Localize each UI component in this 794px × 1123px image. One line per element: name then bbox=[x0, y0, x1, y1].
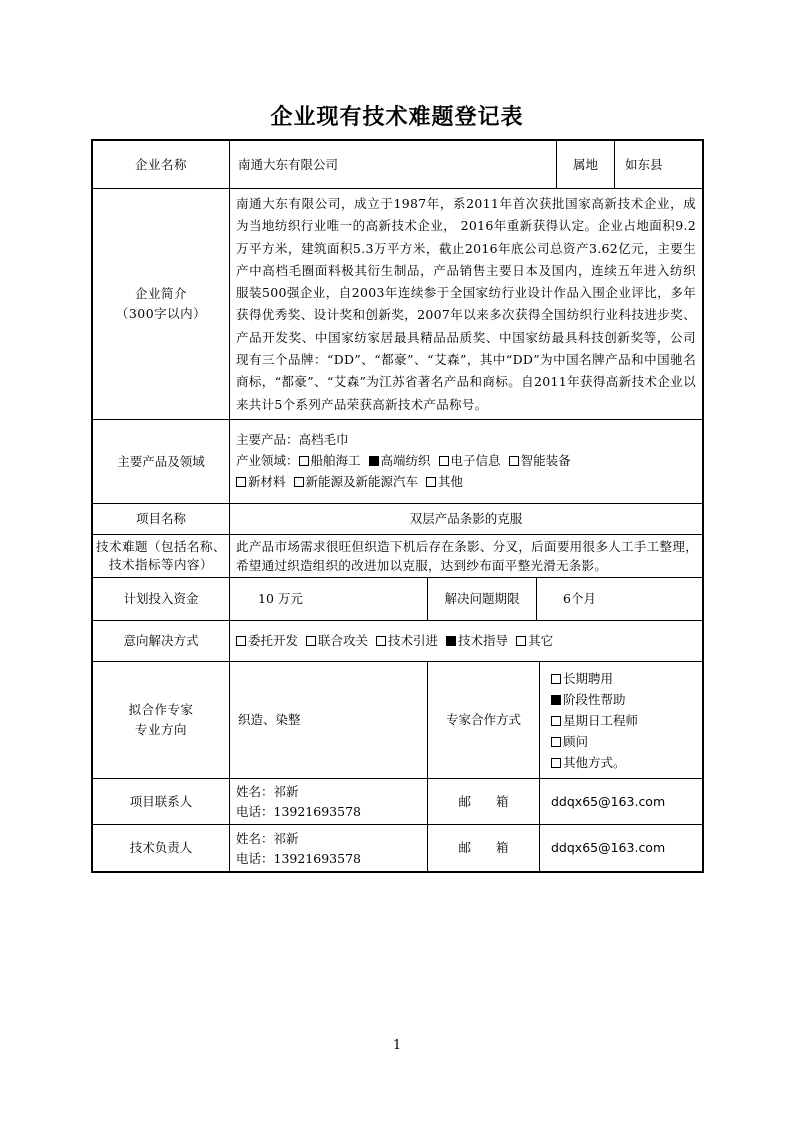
field-option[interactable]: 新材料 bbox=[236, 474, 286, 489]
page-number: 1 bbox=[392, 1038, 402, 1053]
field-option[interactable]: 新能源及新能源汽车 bbox=[294, 474, 419, 489]
contact-label: 项目联系人 bbox=[129, 793, 193, 809]
checkbox-icon[interactable] bbox=[551, 674, 561, 684]
checkbox-icon[interactable] bbox=[551, 737, 561, 747]
expert-label: 拟合作专家 专业方向 bbox=[128, 702, 194, 737]
contact-phone: 电话：13921693578 bbox=[236, 804, 361, 819]
expert-mode-option[interactable]: 顾问 bbox=[551, 731, 701, 752]
checkbox-icon[interactable] bbox=[551, 758, 561, 768]
profile-text: 南通大东有限公司，成立于1987年，系2011年首次获批国家高新技术企业，成为当地纺织行业唯一的高新技术企业， 2016年重新获得认定。企业占地面积9.2万平方米，建筑面积5.3万平方米，截止2016年底公司总资产3.62亿元，主要生产中高档毛圈面料极其衍生制品，产品销售主要日本及国内，连续五年进入纺织服装500强企业，自2003年连续参于全国家纺行业设计作品入围企业评比，多年获得优秀奖、设计奖和创新奖，2007年以来多次获得全国纺织行业科技进步奖、产品开发奖、中国家纺家居最具精品品质奖、中国家纺最具科技创新奖等，公司现有三个品牌：“DD”、“都豪”、“艾森”，其中“DD”为中国名牌产品和中国驰名商标，“都豪”、“艾森”为江苏省著名产品和商标。自2011年获得高新技术企业以来共计5个系列产品荣获高新技术产品称号。 bbox=[236, 196, 696, 412]
checkbox-icon[interactable] bbox=[294, 477, 304, 487]
solution-option[interactable]: 技术指导 bbox=[446, 631, 508, 651]
field-option[interactable]: 船舶海工 bbox=[299, 453, 361, 468]
form-title: 企业现有技术难题登记表 bbox=[270, 104, 524, 130]
contact-email-label: 邮 箱 bbox=[458, 793, 509, 809]
profile-label: 企业简介 （300字以内） bbox=[115, 286, 207, 321]
contact-email-value[interactable]: ddqx65@163.com bbox=[551, 793, 666, 809]
expert-mode-list bbox=[551, 668, 701, 776]
leader-label: 技术负责人 bbox=[129, 840, 193, 855]
investment-label: 计划投入资金 bbox=[123, 591, 199, 606]
expert-mode-label: 专家合作方式 bbox=[445, 712, 521, 727]
expert-mode-option[interactable]: 星期日工程师 bbox=[551, 710, 701, 731]
leader-email-value[interactable]: ddqx65@163.com bbox=[551, 840, 666, 855]
deadline-label: 解决问题期限 bbox=[444, 591, 520, 606]
project-name-label: 项目名称 bbox=[135, 511, 186, 526]
field-option[interactable]: 智能装备 bbox=[509, 453, 571, 468]
leader-name: 姓名：祁新 bbox=[236, 831, 299, 846]
checked-checkbox-icon[interactable] bbox=[369, 456, 379, 466]
contact-name: 姓名：祁新 bbox=[236, 784, 299, 799]
checkbox-icon[interactable] bbox=[426, 477, 436, 487]
field-option[interactable]: 高端纺织 bbox=[369, 453, 431, 468]
expert-mode-option[interactable]: 阶段性帮助 bbox=[551, 689, 701, 710]
solution-option[interactable]: 技术引进 bbox=[376, 631, 438, 651]
field-option[interactable]: 其他 bbox=[426, 474, 463, 489]
company-name-label: 企业名称 bbox=[134, 156, 187, 172]
tech-problem-label: 技术难题（包括名称、 技术指标等内容） bbox=[95, 539, 226, 572]
checkbox-icon[interactable] bbox=[306, 636, 316, 646]
checkbox-icon[interactable] bbox=[516, 636, 526, 646]
solution-label: 意向解决方式 bbox=[123, 633, 199, 648]
project-name-value: 双层产品条影的克服 bbox=[409, 511, 523, 526]
checkbox-icon[interactable] bbox=[376, 636, 386, 646]
registration-form bbox=[91, 139, 704, 873]
deadline-value: 6个月 bbox=[563, 591, 596, 606]
contact-info bbox=[236, 782, 427, 824]
products-cell bbox=[236, 430, 698, 500]
leader-email-label: 邮 箱 bbox=[458, 840, 509, 855]
solution-option[interactable]: 委托开发 bbox=[236, 631, 298, 651]
checkbox-icon[interactable] bbox=[236, 477, 246, 487]
checkbox-icon[interactable] bbox=[509, 456, 519, 466]
tech-problem-value: 此产品市场需求很旺但织造下机后存在条影、分叉，后面要用很多人工手工整理，希望通过织造组织的改进加以克服，达到纱布面平整光滑无条影。 bbox=[236, 539, 698, 573]
location-label: 属地 bbox=[572, 156, 598, 172]
leader-phone: 电话：13921693578 bbox=[236, 851, 361, 866]
checkbox-icon[interactable] bbox=[551, 716, 561, 726]
expert-mode-option[interactable]: 其他方式。 bbox=[551, 752, 701, 773]
products-label: 主要产品及领域 bbox=[117, 453, 205, 469]
field-prefix: 产业领域： bbox=[236, 453, 299, 468]
checkbox-icon[interactable] bbox=[439, 456, 449, 466]
checked-checkbox-icon[interactable] bbox=[446, 636, 456, 646]
checkbox-icon[interactable] bbox=[299, 456, 309, 466]
company-name-value: 南通大东有限公司 bbox=[238, 156, 339, 172]
solution-option[interactable]: 联合攻关 bbox=[306, 631, 368, 651]
checkbox-icon[interactable] bbox=[236, 636, 246, 646]
solution-option[interactable]: 其它 bbox=[516, 631, 553, 651]
expert-direction: 织造、染整 bbox=[238, 712, 301, 727]
solution-options bbox=[236, 621, 698, 661]
checked-checkbox-icon[interactable] bbox=[551, 695, 561, 705]
field-option[interactable]: 电子信息 bbox=[439, 453, 501, 468]
leader-info bbox=[236, 829, 427, 871]
location-value: 如东县 bbox=[625, 156, 663, 172]
investment-value: 10 万元 bbox=[258, 591, 303, 606]
expert-mode-option[interactable]: 长期聘用 bbox=[551, 668, 701, 689]
main-product-line: 主要产品：高档毛巾 bbox=[236, 432, 349, 447]
